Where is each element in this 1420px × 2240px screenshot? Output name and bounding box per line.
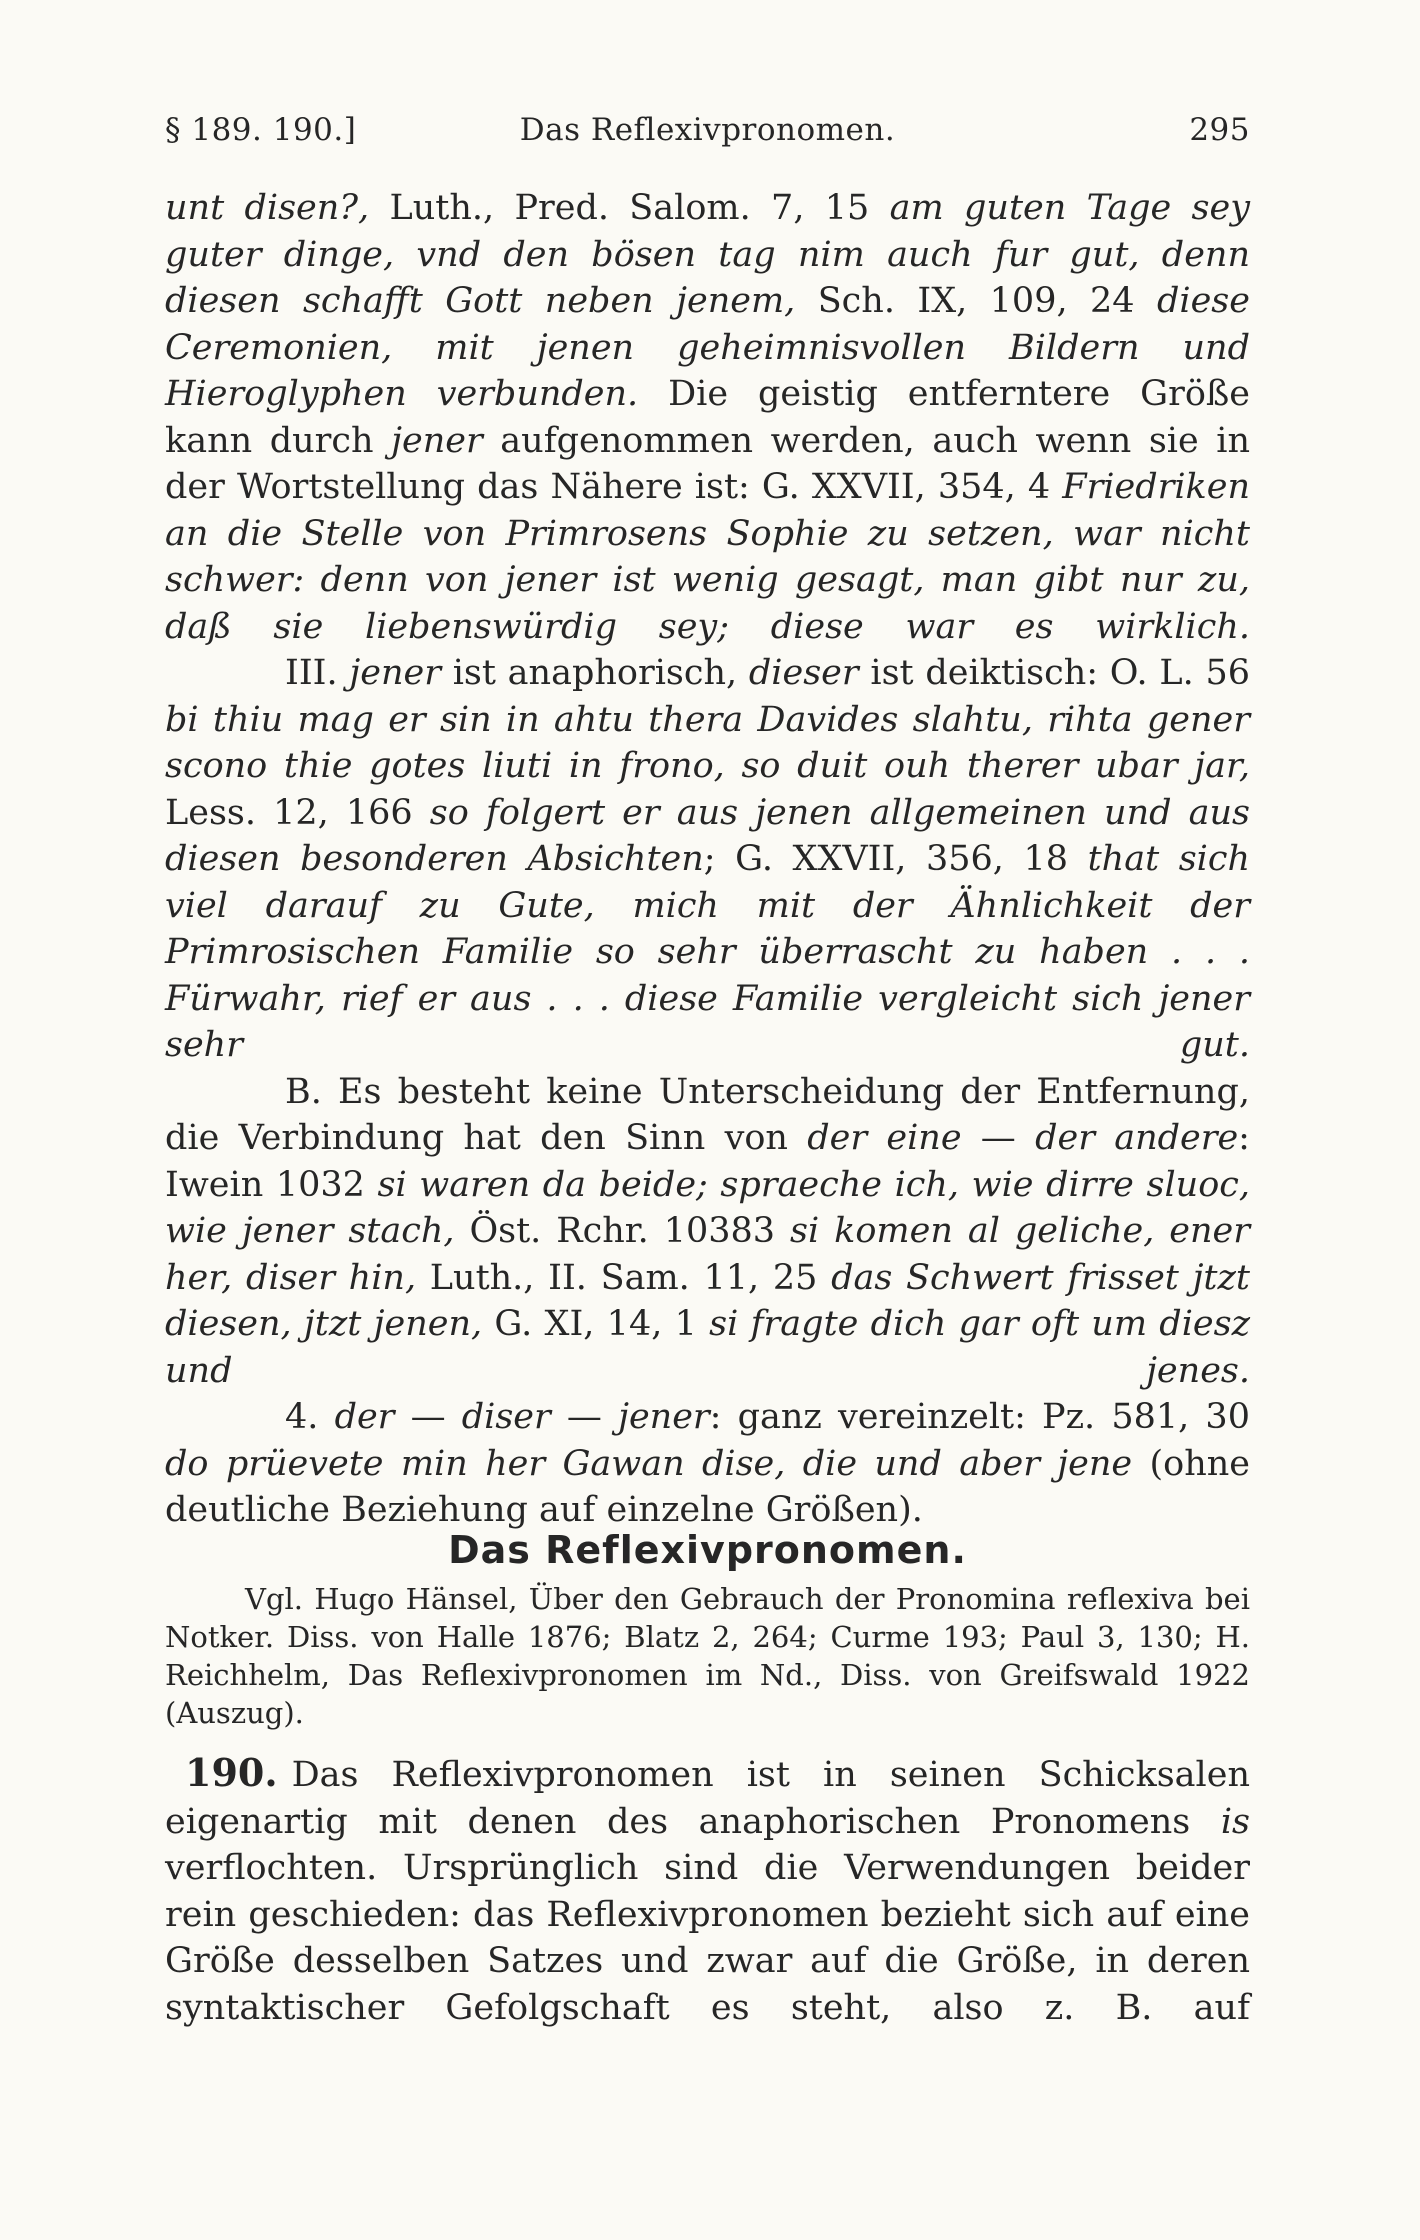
italic-text-run: si waren da beide; spraeche ich, wie dirre sluoc, wie jener stach, (165, 1164, 1250, 1251)
italic-text-run: jener (391, 420, 483, 461)
paragraph-III (165, 650, 1250, 1069)
running-header (165, 112, 1250, 162)
italic-text-run: dieser (748, 653, 859, 693)
italic-text-run: jener (618, 1397, 710, 1437)
section-heading: Das Reflexivpronomen. (448, 1528, 967, 1572)
section-190 (165, 1750, 1250, 2031)
italic-text-run: der andere (1035, 1118, 1239, 1158)
text-run: aufgenommen werden, auch wenn sie in der Wortstellung das Nähere ist: G. XXVII, 354, 4 (165, 420, 1250, 507)
italic-text-run: si komen al geliche, ener her, diser hin, (165, 1211, 1250, 1298)
italic-text-run: der (334, 1397, 395, 1437)
italic-text-run: bi thiu mag er sin in ahtu thera Davides slahtu, rihta gener scono thie gotes liuti in frono, so duit ouh therer ubar jar, (165, 699, 1250, 786)
italic-text-run: diser (461, 1397, 551, 1437)
text-run: Öst. Rchr. 10383 (469, 1211, 791, 1251)
header-title: Das Reflexivpronomen. (519, 112, 896, 148)
text-run: (ohne deutliche Beziehung auf einzelne Größen). (165, 1443, 1250, 1530)
italic-text-run: do prüevete min her Gawan dise, die und aber jene (165, 1443, 1133, 1484)
text-run: : ganz vereinzelt: Pz. 581, 30 (709, 1397, 1250, 1437)
header-section-ref: § 189. 190.] (165, 112, 357, 148)
bibliography-note (165, 1580, 1250, 1732)
text-run: Less. 12, 166 (165, 792, 430, 833)
italic-text-run: unt disen?, (165, 188, 390, 228)
text-run: ; G. XXVII, 356, 18 (703, 839, 1088, 879)
text-run: Die geistig entferntere Größe kann durch (165, 374, 1250, 461)
text-run: 4. (285, 1397, 335, 1437)
italic-text-run: der eine (807, 1118, 962, 1158)
text-run: — (961, 1118, 1036, 1158)
main-text (165, 185, 1250, 1534)
section-190-text (165, 1755, 1250, 2028)
text-run: B. Es besteht keine Unterscheidung der Entfernung, die Verbindung hat den Sinn von (165, 1071, 1250, 1158)
paragraph-4 (165, 1394, 1250, 1534)
bibliography-text: Vgl. Hugo Hänsel, Über den Gebrauch der Pronomina reflexiva bei Notker. Diss. von Halle 1876; Blatz 2, 264; Curme 193; Paul 3, 130; H. Reichhelm, Das Reflexivpronomen im Nd., Diss. von Greifswald 1922 (Auszug). (165, 1582, 1250, 1730)
text-run: verflochten. Ursprünglich sind die Verwendungen beider rein geschieden: das Reflexivpronomen bezieht sich auf eine Größe desselben Satzes und zwar auf die Größe, in deren syntaktischer Gefolgschaft es steht, also z. B. auf (165, 1848, 1250, 2028)
italic-text-run: that sich viel darauf zu Gute, mich mit der Ähnlichkeit der Primrosischen Familie so sehr überrascht zu haben . . . Fürwahr, rief er aus . . . diese Familie vergleicht sich jener sehr gut. (165, 839, 1250, 1065)
italic-text-run: jener (349, 653, 441, 693)
page-number: 295 (1189, 112, 1250, 148)
section-number: 190. (185, 1750, 278, 1795)
section-190-paragraph (165, 1750, 1250, 2031)
paragraph-continuation (165, 185, 1250, 650)
italic-text-run: so folgert er aus jenen allgemeinen und aus diesen besonderen Absichten (165, 792, 1250, 879)
italic-text-run: Friedriken an die Stelle von Primrosens Sophie zu setzen, war nicht schwer: denn von jener ist wenig gesagt, man gibt nur zu, daß sie liebenswürdig sey; diese war es wirklich. (165, 467, 1250, 647)
text-run: Luth., Pred. Salom. 7, 15 (389, 188, 890, 228)
italic-text-run: is (1220, 1801, 1250, 1842)
paragraph-B (165, 1069, 1250, 1395)
text-run: : Iwein 1032 (165, 1118, 1250, 1205)
text-run: Das Reflexivpronomen ist in seinen Schicksalen eigenartig mit denen des anaphorischen Pronomens (165, 1755, 1250, 1842)
text-run: Sch. IX, 109, 24 (817, 281, 1157, 321)
text-run: ist deiktisch: O. L. 56 (858, 653, 1251, 693)
italic-text-run: si fragte dich gar oft um diesz und jenes. (165, 1304, 1251, 1391)
text-run: — (550, 1397, 619, 1437)
italic-text-run: am guten Tage sey guter dinge, vnd den bösen tag nim auch fur gut, denn diesen schafft Gott neben jenem, (165, 188, 1250, 321)
text-run: G. XI, 14, 1 (494, 1304, 710, 1344)
italic-text-run: diese Ceremonien, mit jenen geheimnisvollen Bildern und Hieroglyphen verbunden. (165, 281, 1250, 414)
text-run: Luth., II. Sam. 11, 25 (429, 1257, 832, 1298)
text-run: ist anaphorisch, (440, 653, 749, 693)
italic-text-run: das Schwert frisset jtzt diesen, jtzt jenen, (165, 1257, 1250, 1344)
text-run: — (394, 1397, 462, 1437)
text-run: III. (285, 653, 350, 693)
